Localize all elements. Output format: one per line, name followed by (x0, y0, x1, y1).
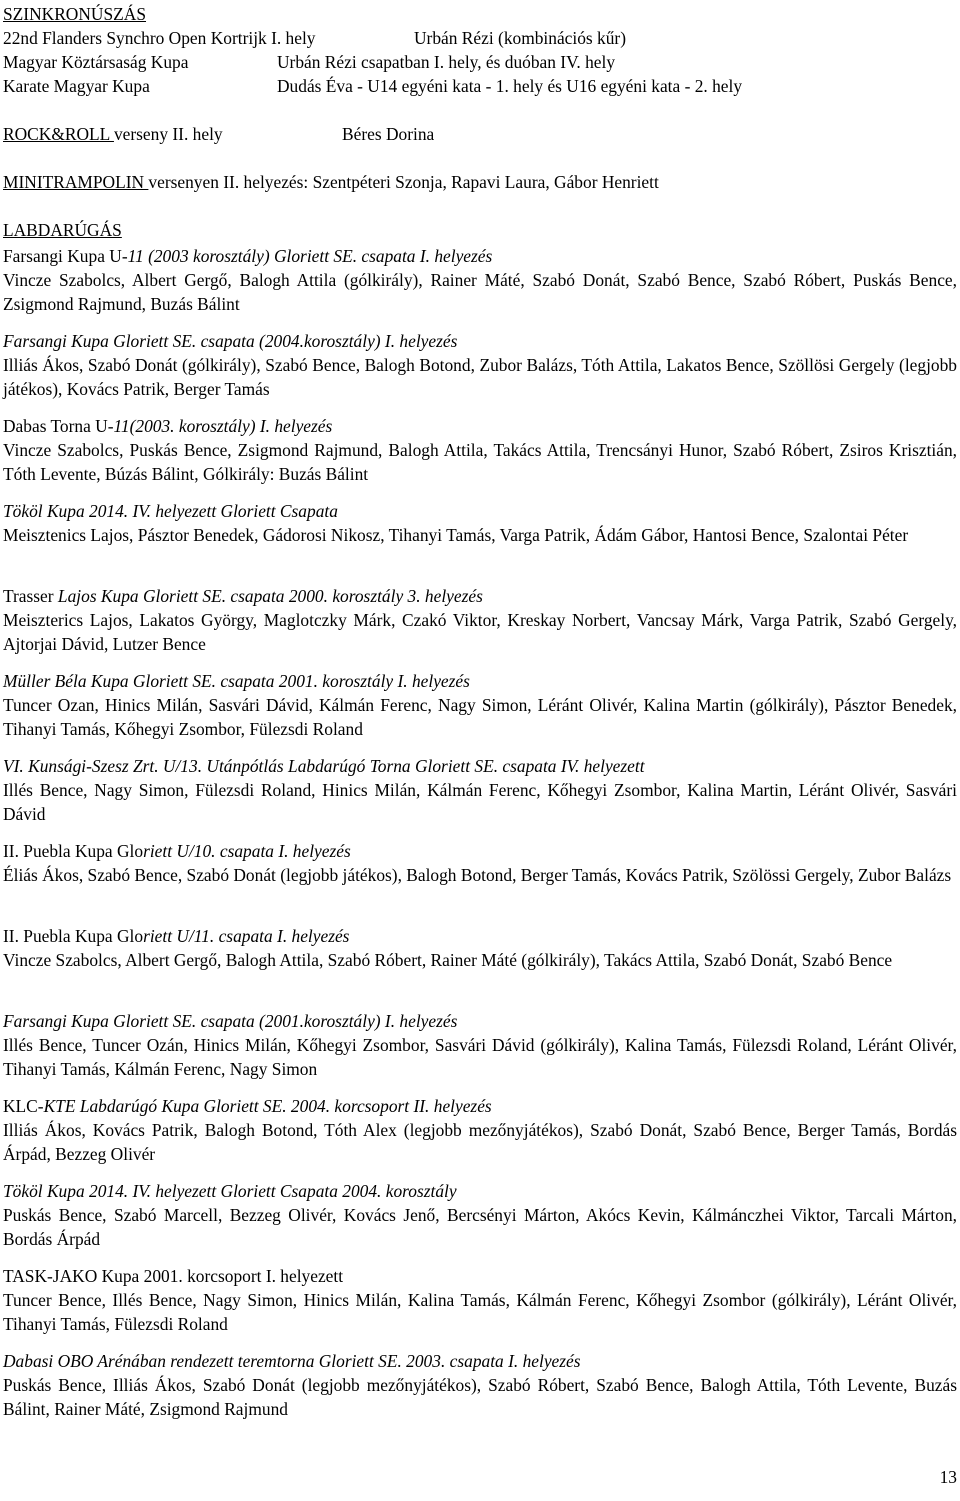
entry-heading: KLC-KTE Labdarúgó Kupa Gloriett SE. 2004. korcsoport II. helyezés (3, 1096, 492, 1116)
entry-heading: II. Puebla Kupa Gloriett U/11. csapata I. helyezés (3, 926, 350, 946)
entry-body: Illés Bence, Tuncer Ozán, Hinics Milán, Kőhegyi Zsombor, Sasvári Dávid (gólkirály), Kalina Tamás, Fülezsdi Roland, Léránt Olivér, Tihanyi Tamás, Kálmán Ferenc, Nagy Simon (3, 1035, 957, 1079)
rockandroll-winner: Béres Dorina (342, 124, 435, 144)
entry-body: Vincze Szabolcs, Albert Gergő, Balogh Attila, Szabó Róbert, Rainer Máté (gólkirály), Takács Attila, Szabó Donát, Szabó Bence (3, 950, 893, 970)
page-number: 13 (939, 1467, 957, 1487)
synchro-row-1: 22nd Flanders Synchro Open Kortrijk I. hely (3, 28, 316, 48)
entry-heading: Farsangi Kupa U-11 (2003 korosztály) Gloriett SE. csapata I. helyezés (3, 246, 493, 266)
entry-heading: II. Puebla Kupa Gloriett U/10. csapata I. helyezés (3, 841, 351, 861)
entry-heading: Tököl Kupa 2014. IV. helyezett Gloriett Csapata 2004. korosztály (3, 1181, 457, 1201)
entry-body: Puskás Bence, Szabó Marcell, Bezzeg Olivér, Kovács Jenő, Bercsényi Márton, Akócs Kevin, Kálmánczhei Viktor, Tarcali Márton, Bordás Árpád (3, 1205, 957, 1249)
entry-body: Meisztenics Lajos, Pásztor Benedek, Gádorosi Nikosz, Tihanyi Tamás, Varga Patrik, Ádám Gábor, Hantosi Bence, Szalontai Péter (3, 525, 909, 545)
section-rockandroll: ROCK&ROLL verseny II. hely (3, 124, 223, 144)
entry-heading: Müller Béla Kupa Gloriett SE. csapata 2001. korosztály I. helyezés (3, 671, 470, 691)
section-title-football: LABDARÚGÁS (3, 220, 122, 240)
entry-body: Éliás Ákos, Szabó Bence, Szabó Donát (legjobb játékos), Balogh Botond, Berger Tamás, Kovács Patrik, Szölössi Gergely, Zubor Balázs (3, 865, 952, 885)
entry-body: Vincze Szabolcs, Puskás Bence, Zsigmond Rajmund, Balogh Attila, Takács Attila, Trencsányi Hunor, Szabó Róbert, Zsiros Krisztián, Tóth Levente, Búzás Bálint, Gólkirály: Buzás Bálint (3, 440, 957, 484)
entry-body: Tuncer Bence, Illés Bence, Nagy Simon, Hinics Milán, Kalina Tamás, Kálmán Ferenc, Kőhegyi Zsombor (gólkirály), Léránt Olivér, Tihanyi Tamás, Fülezsdi Roland (3, 1290, 957, 1334)
entry-body: Illiás Ákos, Kovács Patrik, Balogh Botond, Tóth Alex (legjobb mezőnyjátékos), Szabó Donát, Szabó Bence, Berger Tamás, Bordás Árpád, Bezzeg Olivér (3, 1120, 957, 1164)
section-minitrampolin: MINITRAMPOLIN versenyen II. helyezés: Szentpéteri Szonja, Rapavi Laura, Gábor Henriett (3, 172, 659, 192)
entry-heading: Trasser Lajos Kupa Gloriett SE. csapata 2000. korosztály 3. helyezés (3, 586, 483, 606)
entry-body: Vincze Szabolcs, Albert Gergő, Balogh Attila (gólkirály), Rainer Máté, Szabó Donát, Szabó Bence, Szabó Róbert, Puskás Bence, Zsigmond Rajmund, Buzás Bálint (3, 270, 957, 314)
section-title-synchro: SZINKRONÚSZÁS (3, 4, 147, 24)
karate-row: Karate Magyar Kupa (3, 76, 150, 96)
entry-heading: Tököl Kupa 2014. IV. helyezett Gloriett Csapata (3, 501, 338, 521)
entry-heading: Farsangi Kupa Gloriett SE. csapata (2004.korosztály) I. helyezés (3, 331, 458, 351)
synchro-row-2-right: Urbán Rézi csapatban I. hely, és duóban IV. hely (277, 52, 616, 72)
entry-heading: VI. Kunsági-Szesz Zrt. U/13. Utánpótlás Labdarúgó Torna Gloriett SE. csapata IV. helyezett (3, 756, 645, 776)
synchro-row-2: Magyar Köztársaság Kupa (3, 52, 189, 72)
entry-heading: Dabasi OBO Arénában rendezett teremtorna Gloriett SE. 2003. csapata I. helyezés (3, 1351, 581, 1371)
entry-body: Illés Bence, Nagy Simon, Fülezsdi Roland, Hinics Milán, Kálmán Ferenc, Kőhegyi Zsombor, Kalina Martin, Léránt Olivér, Sasvári Dávid (3, 780, 957, 824)
entry-heading: TASK-JAKO Kupa 2001. korcsoport I. helyezett (3, 1266, 344, 1286)
entry-body: Illiás Ákos, Szabó Donát (gólkirály), Szabó Bence, Balogh Botond, Zubor Balázs, Tóth Attila, Lakatos Bence, Szöllösi Gergely (legjobb játékos), Kovács Patrik, Berger Tamás (3, 355, 957, 399)
synchro-row-1-right: Urbán Rézi (kombinációs kűr) (414, 28, 627, 48)
entry-body: Tuncer Ozan, Hinics Milán, Sasvári Dávid, Kálmán Ferenc, Nagy Simon, Léránt Olivér, Kalina Martin (gólkirály), Pásztor Benedek, Tihanyi Tamás, Kőhegyi Zsombor, Fülezsdi Roland (3, 695, 957, 739)
karate-row-right: Dudás Éva - U14 egyéni kata - 1. hely és U16 egyéni kata - 2. hely (277, 76, 743, 96)
entry-heading: Farsangi Kupa Gloriett SE. csapata (2001.korosztály) I. helyezés (3, 1011, 458, 1031)
entry-body: Meiszterics Lajos, Lakatos György, Maglotczky Márk, Czakó Viktor, Kreskay Norbert, Vancsay Márk, Varga Patrik, Szabó Gergely, Ajtorjai Dávid, Lutzer Bence (3, 610, 957, 654)
entry-heading: Dabas Torna U-11(2003. korosztály) I. helyezés (3, 416, 333, 436)
entry-body: Puskás Bence, Illiás Ákos, Szabó Donát (legjobb mezőnyjátékos), Szabó Róbert, Szabó Bence, Balogh Attila, Tóth Levente, Buzás Bálint, Rainer Máté, Zsigmond Rajmund (3, 1375, 957, 1419)
